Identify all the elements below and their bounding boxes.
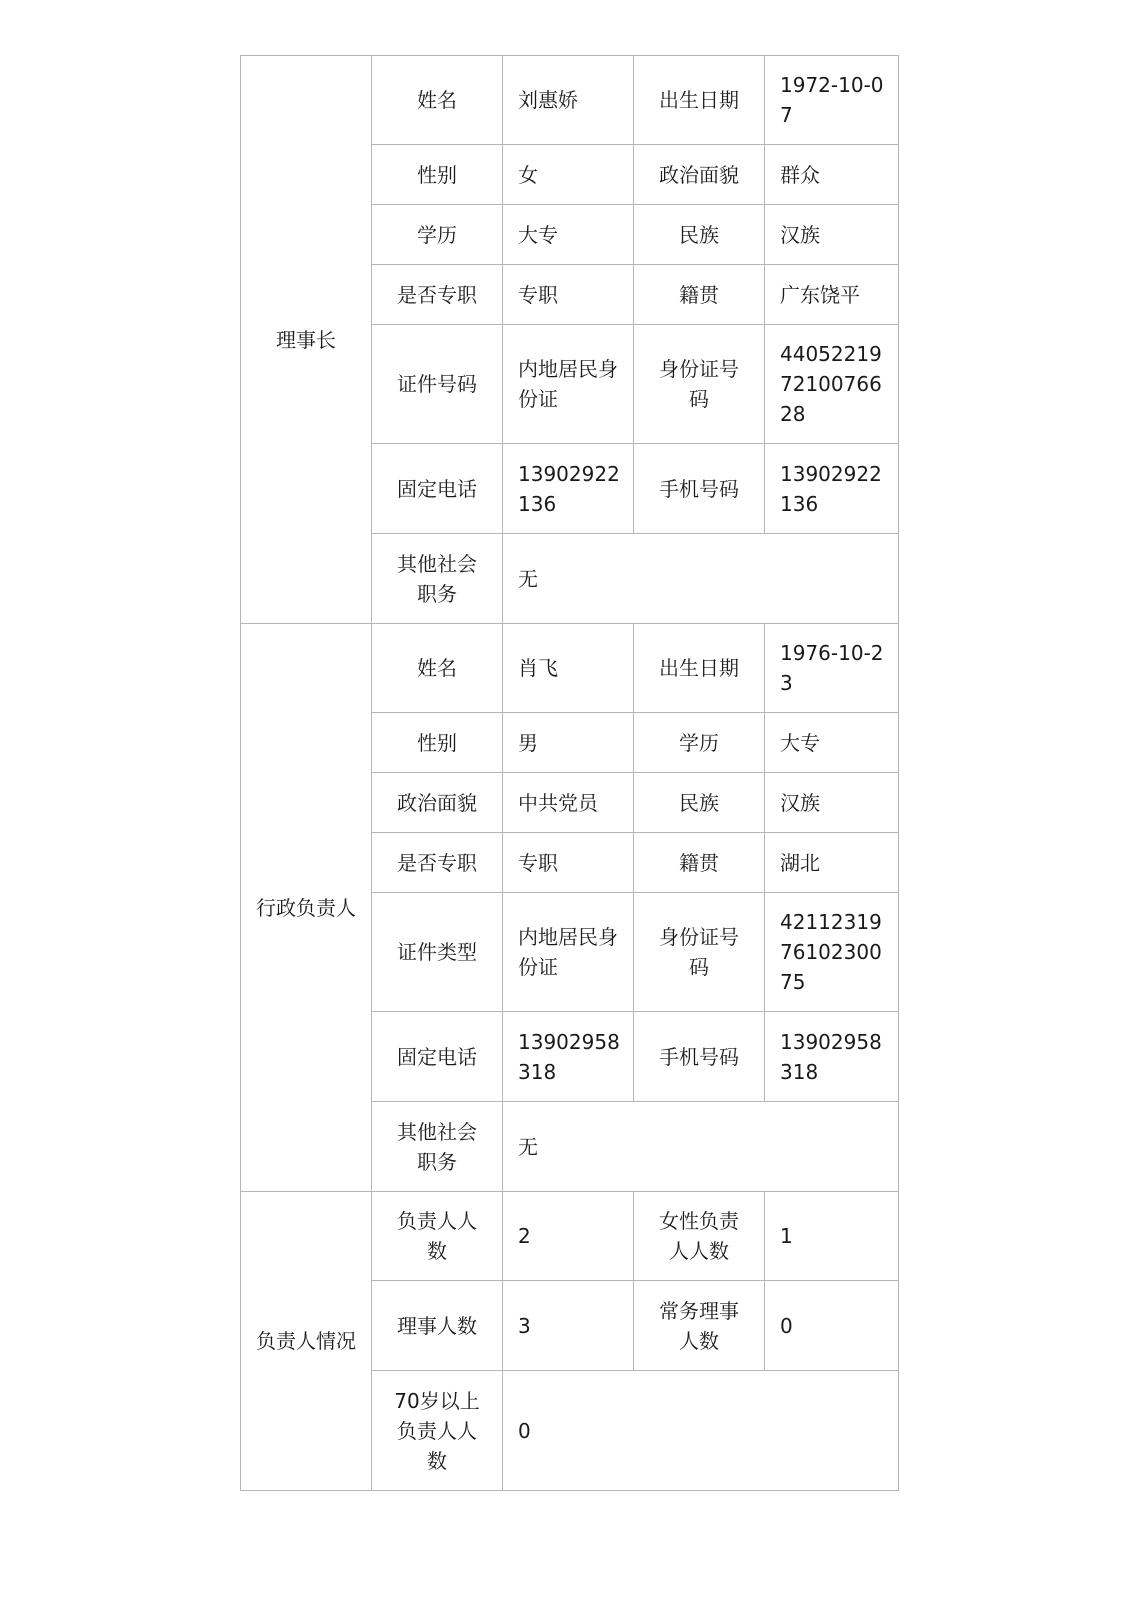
field-label: 出生日期	[634, 624, 765, 713]
field-label: 常务理事人数	[634, 1281, 765, 1371]
field-value: 专职	[503, 833, 634, 893]
field-value: 2	[503, 1192, 634, 1281]
field-value: 汉族	[765, 205, 899, 265]
field-label: 性别	[372, 713, 503, 773]
field-label: 姓名	[372, 624, 503, 713]
field-value: 内地居民身份证	[503, 893, 634, 1012]
field-label: 性别	[372, 145, 503, 205]
field-value: 无	[503, 1102, 899, 1192]
field-label: 民族	[634, 773, 765, 833]
field-label: 证件类型	[372, 893, 503, 1012]
table-row	[241, 56, 899, 145]
field-label: 籍贯	[634, 833, 765, 893]
section-title-chairman: 理事长	[241, 56, 372, 624]
field-label: 籍贯	[634, 265, 765, 325]
field-label: 负责人人数	[372, 1192, 503, 1281]
field-value: 专职	[503, 265, 634, 325]
field-label: 是否专职	[372, 265, 503, 325]
field-label: 其他社会职务	[372, 1102, 503, 1192]
field-value: 3	[503, 1281, 634, 1371]
field-value: 无	[503, 534, 899, 624]
field-label: 身份证号码	[634, 325, 765, 444]
field-value: 中共党员	[503, 773, 634, 833]
field-label: 出生日期	[634, 56, 765, 145]
field-value: 大专	[765, 713, 899, 773]
table-row	[241, 624, 899, 713]
field-value: 13902958318	[765, 1012, 899, 1102]
field-value: 湖北	[765, 833, 899, 893]
field-label: 姓名	[372, 56, 503, 145]
field-value: 1	[765, 1192, 899, 1281]
field-label: 固定电话	[372, 1012, 503, 1102]
field-label: 政治面貌	[372, 773, 503, 833]
field-label: 民族	[634, 205, 765, 265]
field-value: 13902922136	[503, 444, 634, 534]
field-label: 学历	[372, 205, 503, 265]
field-label: 固定电话	[372, 444, 503, 534]
table-row	[241, 1192, 899, 1281]
field-label: 是否专职	[372, 833, 503, 893]
field-label: 身份证号码	[634, 893, 765, 1012]
field-value: 汉族	[765, 773, 899, 833]
field-value: 440522197210076628	[765, 325, 899, 444]
info-sheet	[240, 55, 898, 1491]
field-label: 女性负责人人数	[634, 1192, 765, 1281]
field-value: 内地居民身份证	[503, 325, 634, 444]
field-value: 1976-10-23	[765, 624, 899, 713]
field-label: 政治面貌	[634, 145, 765, 205]
field-value: 刘惠娇	[503, 56, 634, 145]
field-value: 13902922136	[765, 444, 899, 534]
field-label: 学历	[634, 713, 765, 773]
field-value: 群众	[765, 145, 899, 205]
field-label: 其他社会职务	[372, 534, 503, 624]
field-value: 0	[503, 1371, 899, 1491]
field-value: 肖飞	[503, 624, 634, 713]
section-title-executive: 行政负责人	[241, 624, 372, 1192]
field-value: 广东饶平	[765, 265, 899, 325]
field-value: 大专	[503, 205, 634, 265]
field-value: 男	[503, 713, 634, 773]
field-label: 理事人数	[372, 1281, 503, 1371]
field-value: 13902958318	[503, 1012, 634, 1102]
field-label: 70岁以上负责人人数	[372, 1371, 503, 1491]
field-value: 1972-10-07	[765, 56, 899, 145]
field-value: 0	[765, 1281, 899, 1371]
field-label: 手机号码	[634, 1012, 765, 1102]
field-value: 421123197610230075	[765, 893, 899, 1012]
field-value: 女	[503, 145, 634, 205]
field-label: 证件号码	[372, 325, 503, 444]
field-label: 手机号码	[634, 444, 765, 534]
section-title-leader-stats: 负责人情况	[241, 1192, 372, 1491]
leader-info-table	[240, 55, 899, 1491]
